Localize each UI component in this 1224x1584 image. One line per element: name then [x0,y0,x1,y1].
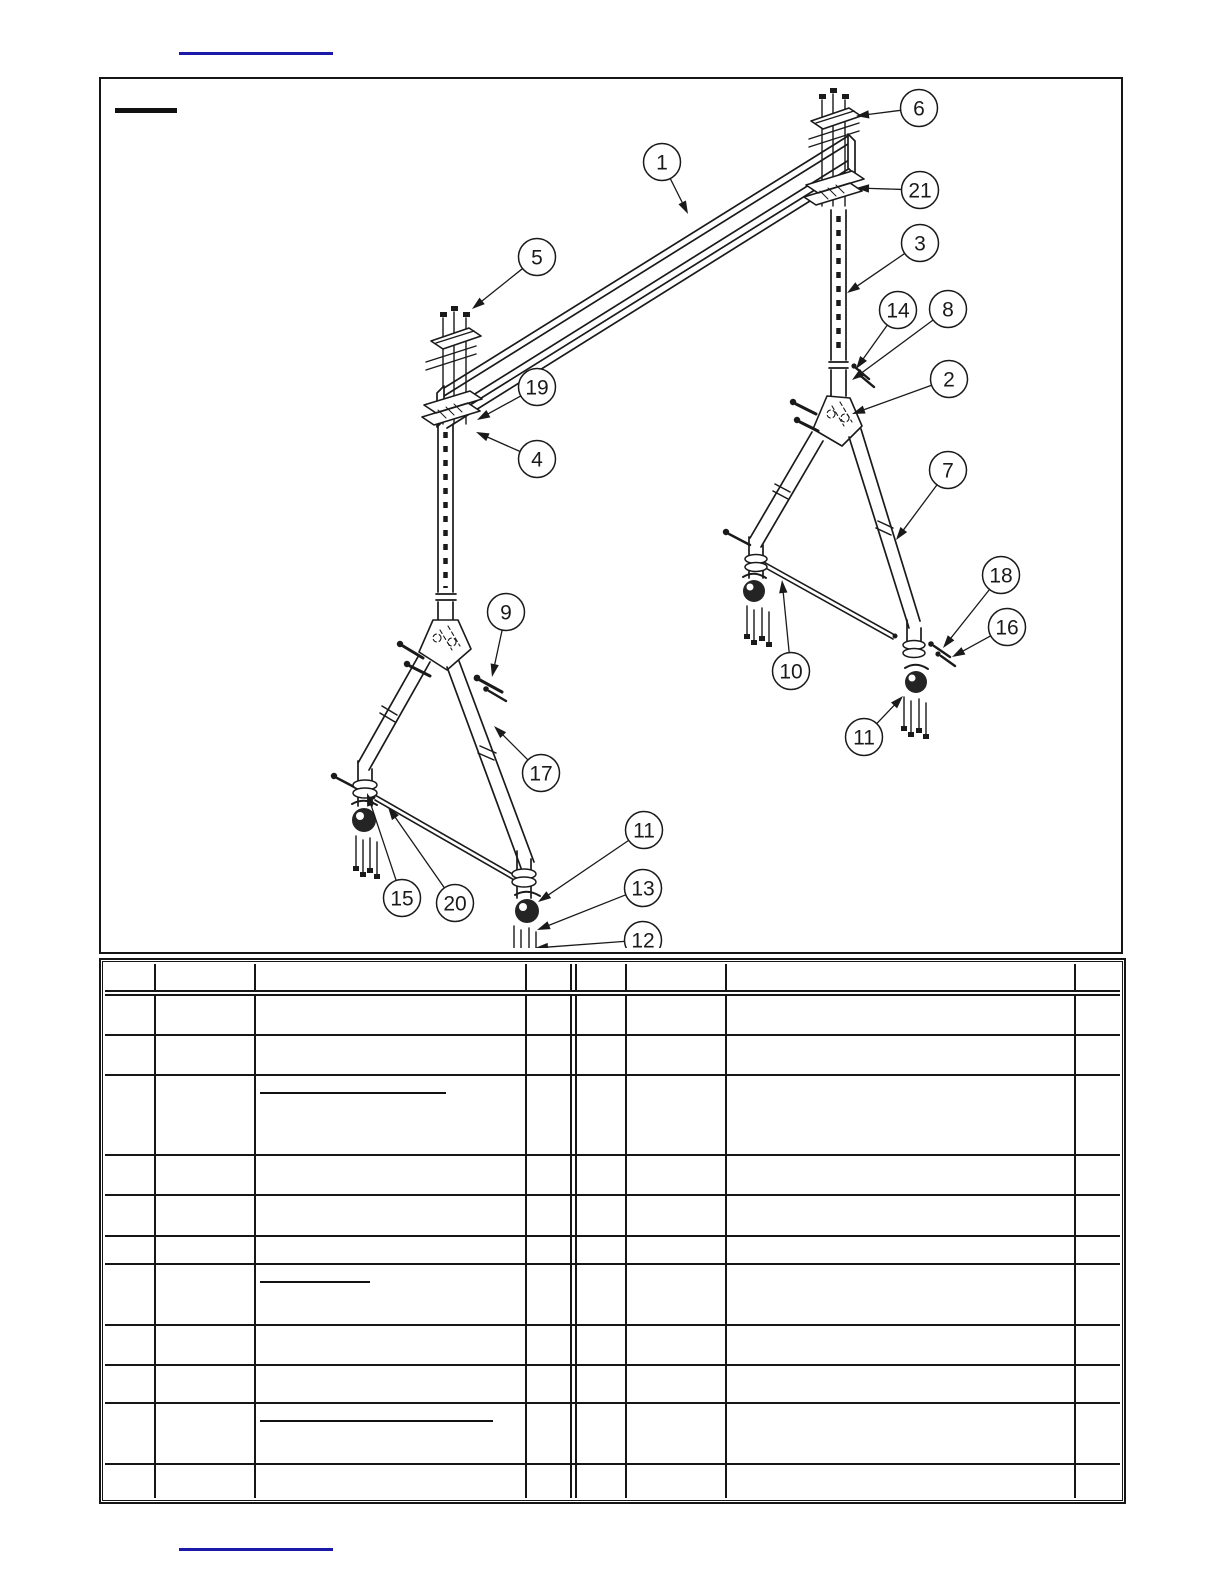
bom-cell [1076,1404,1119,1463]
bom-cell [256,1237,527,1263]
bom-halves-divider [570,1465,577,1498]
callout-number: 15 [390,887,414,911]
bom-cell [627,1404,727,1463]
callout-number: 17 [529,762,553,786]
bom-cell [1076,1265,1119,1324]
bom-cell [577,1265,627,1324]
bom-cell [627,1036,727,1074]
bom-cell [256,1156,527,1194]
bom-header-cell [105,964,156,990]
bom-cell [156,1076,256,1154]
bom-cell [1076,1076,1119,1154]
drawing-frame [99,77,1123,954]
bom-cell [627,1465,727,1498]
callout-arrowhead [847,282,860,293]
bom-cell [105,1237,156,1263]
right-apex-gusset [813,396,862,446]
bom-cell [577,1404,627,1463]
bom-header-row [105,964,1120,996]
bom-cell [727,1465,1076,1498]
bom-row [105,1237,1120,1265]
callout-arrowhead [476,432,490,441]
callout-number: 11 [633,819,655,843]
bom-cell [105,1404,156,1463]
bom-halves-divider [570,1156,577,1194]
callout-leader [495,630,502,664]
bom-cell [256,1036,527,1074]
bom-cell [527,1465,570,1498]
callout-number: 21 [908,179,932,203]
bom-row [105,1265,1120,1326]
bom-cell [105,1265,156,1324]
callout-leader [963,636,990,651]
bom-cell [1076,1366,1119,1402]
bom-cell [577,1326,627,1364]
callout-number: 7 [942,459,954,483]
bom-cell [577,1156,627,1194]
bom-cell [627,1326,727,1364]
bom-cell [627,1156,727,1194]
bom-cell [527,996,570,1034]
bom-cell [527,1196,570,1235]
bom-cell [256,1265,527,1324]
bom-cell [256,1326,527,1364]
callout-leader [858,253,905,285]
bom-cell [527,1326,570,1364]
bom-cell [156,1465,256,1498]
bom-header-cell [1076,964,1119,990]
bom-row [105,1326,1120,1366]
bom-halves-divider [570,1196,577,1235]
callout-leader [877,705,894,723]
bom-halves-divider [570,1265,577,1324]
bom-row [105,1076,1120,1156]
bom-cell [1076,996,1119,1034]
bom-row [105,1366,1120,1404]
description-link-underline[interactable] [260,1092,446,1094]
callout-leader [951,589,989,637]
bom-cell [156,1366,256,1402]
callout-number: 18 [989,564,1013,588]
bom-halves-divider [570,1366,577,1402]
bom-cell [627,1196,727,1235]
bom-cell [627,1366,727,1402]
callout-leader [869,188,902,189]
bom-cell [527,1036,570,1074]
callout-number: 20 [443,892,467,916]
bom-cell [105,1076,156,1154]
bom-cell [577,1076,627,1154]
bom-cell [1076,1326,1119,1364]
bom-cell [577,1237,627,1263]
bom-halves-divider [570,996,577,1034]
bom-cell [256,996,527,1034]
callout-leader [864,325,888,358]
bom-cell [627,1265,727,1324]
description-link-underline[interactable] [260,1281,370,1283]
bom-cell [256,1076,527,1154]
bom-cell [727,1265,1076,1324]
bom-cell [577,996,627,1034]
bom-cell [527,1366,570,1402]
callout-number: 13 [631,877,655,901]
callout-number: 12 [631,929,655,948]
callout-leader [670,179,682,203]
left-mast-clamp-plates [422,328,482,425]
clamp-bolt-shafts [443,94,845,424]
bom-header-cell [577,964,627,990]
bom-header-cell [727,964,1076,990]
bom-cell [727,1156,1076,1194]
bom-cell [527,1237,570,1263]
bom-halves-divider [570,1076,577,1154]
callout-arrowhead [472,298,485,309]
bom-cell [105,1465,156,1498]
bom-cell [727,1366,1076,1402]
bom-cell [156,1156,256,1194]
bom-cell [1076,1465,1119,1498]
bom-rows [105,964,1120,1498]
callout-arrowhead [952,647,965,657]
bom-cell [577,1366,627,1402]
right-frame-legs [750,429,920,628]
bom-cell [105,996,156,1034]
bom-row [105,1465,1120,1498]
bom-cell [156,1265,256,1324]
bom-cell [256,1366,527,1402]
bom-header-cell [527,964,570,990]
callout-number: 16 [995,616,1019,640]
bom-cell [727,1196,1076,1235]
callout-arrowhead [491,663,499,677]
bom-cell [727,1036,1076,1074]
bom-cell [1076,1196,1119,1235]
callout-number: 9 [500,601,512,625]
bom-row [105,1036,1120,1076]
bom-cell [256,1465,527,1498]
bom-cell [156,996,256,1034]
callout-leader [395,818,444,888]
callout-leader [549,840,629,894]
bom-row [105,1404,1120,1465]
callout-arrowhead [678,200,688,214]
bom-cell [627,996,727,1034]
bom-cell [577,1036,627,1074]
bom-cell [156,1237,256,1263]
bom-cell [727,996,1076,1034]
bom-header-cell [156,964,256,990]
bom-cell [527,1076,570,1154]
description-link-underline[interactable] [260,1420,493,1422]
bom-cell [105,1196,156,1235]
bom-halves-divider [570,1404,577,1463]
bom-cell [156,1326,256,1364]
callout-leader [864,385,931,409]
callout-number: 6 [913,97,925,121]
bom-cell [627,1076,727,1154]
callout-arrowhead [535,943,548,948]
bom-cell [527,1265,570,1324]
callout-leader [549,895,626,925]
bom-halves-divider [570,1237,577,1263]
bom-cell [577,1196,627,1235]
callout-leader [503,735,528,760]
bom-cell [727,1404,1076,1463]
callout-leader [488,437,520,451]
callout-number: 8 [942,298,954,322]
bom-cell [527,1156,570,1194]
callout-leader [904,485,937,530]
bom-cell [156,1404,256,1463]
callout-arrowhead [856,356,867,369]
bom-header-cell [627,964,727,990]
bom-cell [727,1237,1076,1263]
top-hyperlink-underline[interactable] [179,52,333,55]
callout-number: 14 [886,299,910,323]
bom-cell [727,1326,1076,1364]
callout-leader [869,110,901,114]
bom-cell [156,1196,256,1235]
bom-cell [527,1404,570,1463]
callout-number: 19 [525,376,549,400]
callout-number: 5 [531,246,543,270]
clamp-bolt-heads [440,88,849,317]
bom-cell [727,1076,1076,1154]
bom-cell [256,1404,527,1463]
callout-arrowhead [537,921,551,930]
bom-halves-divider [570,964,577,990]
bom-halves-divider [570,1326,577,1364]
bom-header-cell [256,964,527,990]
clamp-plate-slats [426,111,859,370]
bom-cell [105,1036,156,1074]
bom-row [105,1156,1120,1196]
bom-table [99,958,1126,1504]
bottom-hyperlink-underline[interactable] [179,1548,333,1551]
clamp-plate-hatching [438,185,844,418]
bom-cell [156,1036,256,1074]
bom-halves-divider [570,1036,577,1074]
callout-number: 1 [656,151,668,175]
callout-number: 4 [531,448,543,472]
callout-leader [783,593,789,653]
callout-arrowhead [943,635,954,648]
callout-number: 3 [914,232,926,256]
bom-cell [1076,1156,1119,1194]
callout-number: 11 [853,726,875,750]
bom-cell [577,1465,627,1498]
callout-leader [548,941,625,947]
callout-leader [482,269,522,301]
gantry-crane-exploded-view [101,79,1117,948]
bom-row [105,996,1120,1036]
bom-cell [627,1237,727,1263]
bom-cell [256,1196,527,1235]
left-apex-gusset [419,620,471,670]
bom-cell [105,1156,156,1194]
bom-row [105,1196,1120,1237]
callout-number: 2 [943,368,955,392]
bom-cell [1076,1237,1119,1263]
bom-cell [105,1366,156,1402]
callout-arrowhead [896,527,907,540]
callout-number: 10 [779,660,803,684]
bom-cell [105,1326,156,1364]
callout-arrowhead [779,580,787,593]
balloon-callouts [367,90,1026,949]
bom-cell [1076,1036,1119,1074]
